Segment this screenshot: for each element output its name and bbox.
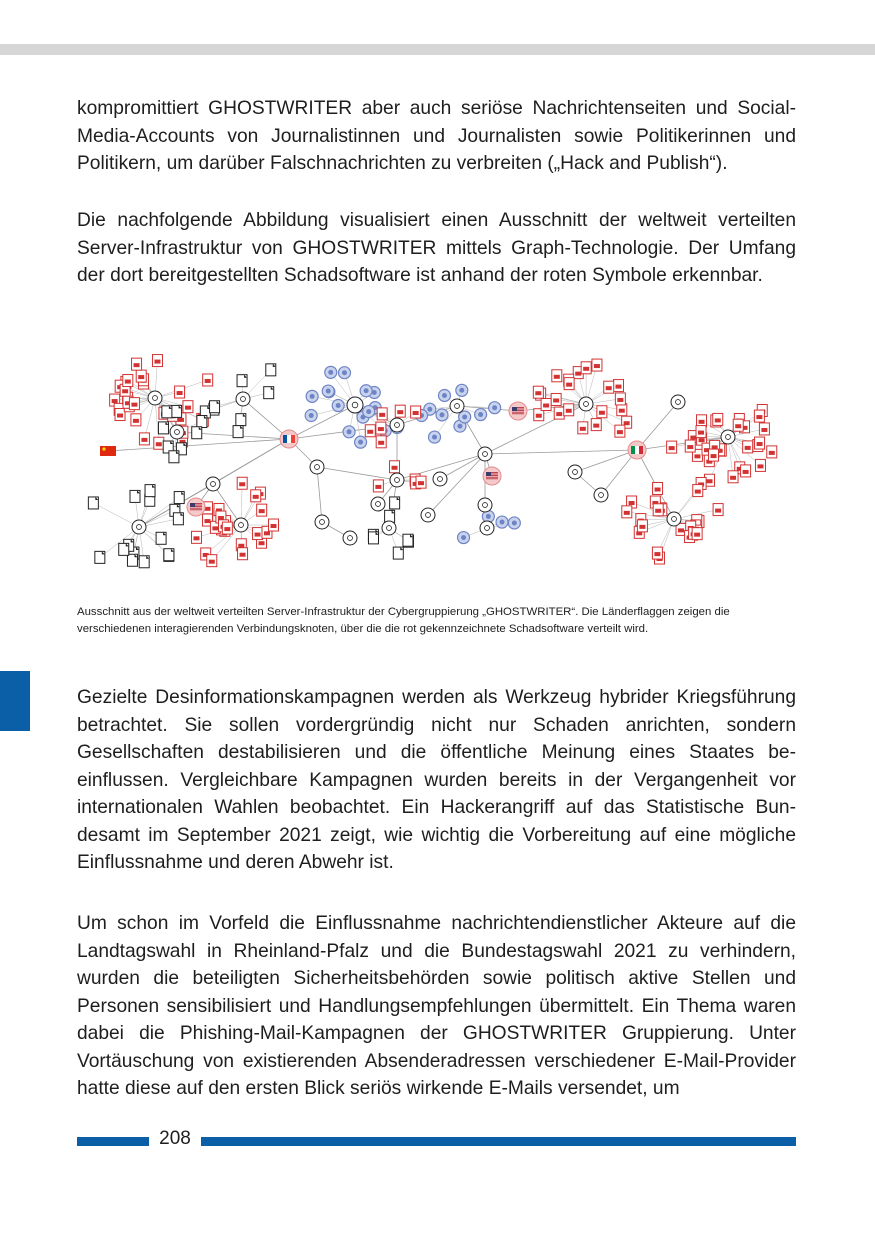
graph-leaf-node: [127, 554, 137, 566]
flag-usa: [509, 402, 527, 420]
graph-leaf-node: [436, 409, 448, 421]
server-node: [382, 521, 396, 535]
graph-leaf-node: [709, 449, 719, 461]
graph-leaf-node: [564, 404, 574, 416]
graph-leaf-node: [456, 384, 468, 396]
graph-leaf-node: [496, 516, 508, 528]
graph-leaf-node: [237, 477, 247, 489]
graph-leaf-node: [429, 431, 441, 443]
server-node: [671, 395, 685, 409]
graph-leaf-node: [269, 519, 279, 531]
graph-leaf-node: [360, 385, 372, 397]
server-node: [594, 488, 608, 502]
graph-leaf-node: [615, 425, 625, 437]
graph-leaf-node: [145, 485, 155, 497]
graph-leaf-node: [88, 497, 98, 509]
graph-leaf-node: [552, 370, 562, 382]
graph-leaf-node: [541, 399, 551, 411]
paragraph-3: Gezielte Desinformationskampagnen werden als Werkzeug hybrider Kriegsführung betrachtet. Sie sollen vordergründig nicht nur Schaden anrichten, sondern Gesellschaften destabilisieren und die öffentliche Meinung eines Staates beeinflussen. Vergleichbare Kampagnen wurden bereits in der Vergangenheit vor internationalen Wahlen beobachtet. Ein Hackerangriff auf das Statistische Bundesamt im September 2021 zeigt, wie wichtig die Vorbereitung auf eine mögliche Einflussnahme und deren Abwehr ist.: [77, 687, 796, 873]
graph-leaf-node: [390, 461, 400, 473]
graph-leaf-node: [129, 398, 139, 410]
graph-leaf-node: [475, 409, 487, 421]
graph-satellite-nodes: [88, 355, 776, 568]
server-node: [390, 473, 404, 487]
graph-leaf-node: [192, 427, 202, 439]
server-node: [206, 477, 220, 491]
graph-leaf-node: [597, 406, 607, 418]
graph-leaf-node: [363, 406, 375, 418]
graph-leaf-node: [613, 380, 623, 392]
graph-leaf-node: [754, 410, 764, 422]
graph-leaf-node: [169, 451, 179, 463]
graph-leaf-node: [183, 401, 193, 413]
graph-leaf-node: [637, 520, 647, 532]
graph-leaf-node: [156, 532, 166, 544]
graph-leaf-node: [693, 485, 703, 497]
graph-leaf-node: [692, 528, 702, 540]
flag-usa: [187, 498, 205, 516]
graph-leaf-node: [395, 405, 405, 417]
server-node: [310, 460, 324, 474]
flag-france: [280, 430, 298, 448]
graph-leaf-node: [154, 437, 164, 449]
graph-leaf-node: [306, 390, 318, 402]
graph-leaf-node: [767, 446, 777, 458]
graph-leaf-node: [368, 532, 378, 544]
graph-leaf-node: [130, 490, 140, 502]
graph-leaf-node: [667, 441, 677, 453]
graph-leaf-node: [162, 406, 172, 418]
graph-leaf-node: [713, 504, 723, 516]
graph-leaf-node: [95, 551, 105, 563]
graph-leaf-node: [508, 517, 520, 529]
graph-leaf-node: [416, 476, 426, 488]
graph-leaf-node: [174, 492, 184, 504]
graph-leaf-node: [123, 375, 133, 387]
paragraph-1: kompromittiert GHOSTWRITER aber auch seriöse Nachrichtenseiten und Social-Media-Accounts von Journalistinnen und Journalisten sowie Politikerinnen und Politikern, um darüber Falschnachrichten zu verbreiten („Hack and Publish“).: [77, 98, 796, 174]
flag-italy: [628, 441, 646, 459]
graph-leaf-node: [175, 386, 185, 398]
graph-leaf-node: [191, 531, 201, 543]
server-node: [450, 399, 464, 413]
graph-leaf-node: [581, 362, 591, 374]
server-node: [148, 391, 162, 405]
graph-leaf-node: [403, 534, 413, 546]
graph-leaf-node: [697, 415, 707, 427]
graph-leaf-node: [355, 436, 367, 448]
graph-leaf-node: [713, 413, 723, 425]
graph-leaf-node: [592, 359, 602, 371]
graph-leaf-node: [197, 416, 207, 428]
graph-leaf-node: [115, 409, 125, 421]
graph-leaf-node: [131, 414, 141, 426]
paragraph-4: Um schon im Vorfeld die Einflussnahme nachrichtendienstlicher Akteure auf die Landtagswahl in Rheinland-Pfalz und die Bundestagswahl 2021 zu verhindern, wurden die beteiligten Sicherheitsbehörden sowie politisch aktive Stellen und Personen sensibilisiert und Handlungsempfehlungen übermittelt. Ein Thema waren dabei die Phishing-Mail-Kampagnen der GHOSTWRITER Gruppierung. Unter Vortäuschung von existierenden Absenderadressen verschiedener E-Mail-Provider hatte diese auf den ersten Blick seriös wirkende E-Mails versendet, um: [77, 913, 796, 1099]
server-node: [721, 430, 735, 444]
graph-edge: [108, 439, 289, 451]
footer-bar-left: [77, 1137, 149, 1146]
graph-leaf-node: [325, 366, 337, 378]
graph-edge: [317, 467, 397, 480]
graph-leaf-node: [158, 422, 168, 434]
graph-edge: [317, 467, 322, 522]
graph-leaf-node: [615, 393, 625, 405]
graph-leaf-node: [338, 367, 350, 379]
graph-edge: [440, 454, 485, 479]
graph-leaf-node: [251, 490, 261, 502]
graph-leaf-node: [222, 522, 232, 534]
graph-leaf-node: [554, 407, 564, 419]
graph-leaf-node: [653, 504, 663, 516]
graph-leaf-node: [653, 483, 663, 495]
paragraph-2: Die nachfolgende Abbildung visualisiert einen Ausschnitt der weltweit verteilten Server-Infrastruktur von GHOSTWRITER mittels Graph-Technologie. Der Umfang der dort bereitgestellten Schadsoftware ist anhand der roten Symbole erkennbar.: [77, 210, 796, 286]
graph-leaf-node: [741, 465, 751, 477]
graph-leaf-node: [164, 549, 174, 561]
graph-leaf-node: [173, 513, 183, 525]
graph-leaf-node: [377, 408, 387, 420]
server-node: [371, 497, 385, 511]
graph-leaf-node: [591, 419, 601, 431]
server-node: [568, 465, 582, 479]
graph-leaf-node: [438, 389, 450, 401]
server-node: [478, 498, 492, 512]
flag-china: [100, 446, 116, 456]
graph-leaf-node: [266, 364, 276, 376]
server-node: [170, 425, 184, 439]
server-node: [347, 397, 363, 413]
graph-leaf-node: [373, 480, 383, 492]
page-number: 208: [159, 1128, 191, 1149]
graph-leaf-node: [253, 528, 263, 540]
server-node: [433, 472, 447, 486]
graph-leaf-node: [685, 440, 695, 452]
server-node: [480, 521, 494, 535]
graph-leaf-node: [365, 425, 375, 437]
graph-leaf-node: [119, 543, 129, 555]
graph-leaf-node: [139, 433, 149, 445]
graph-leaf-node: [203, 374, 213, 386]
graph-leaf-node: [743, 441, 753, 453]
graph-leaf-node: [696, 426, 706, 438]
graph-leaf-node: [622, 506, 632, 518]
graph-leaf-node: [376, 422, 386, 434]
graph-leaf-node: [733, 419, 743, 431]
graph-edge: [485, 450, 637, 454]
graph-leaf-node: [136, 370, 146, 382]
graph-leaf-node: [332, 400, 344, 412]
graph-leaf-node: [172, 405, 182, 417]
server-node: [236, 392, 250, 406]
server-node: [315, 515, 329, 529]
graph-leaf-node: [343, 426, 355, 438]
server-infrastructure-graph: [77, 335, 796, 597]
graph-leaf-node: [533, 386, 543, 398]
graph-leaf-node: [264, 387, 274, 399]
graph-leaf-node: [489, 402, 501, 414]
graph-leaf-node: [238, 548, 248, 560]
graph-leaf-node: [564, 378, 574, 390]
graph-leaf-node: [210, 401, 220, 413]
graph-leaf-node: [390, 497, 400, 509]
footer-bar-right: [201, 1137, 796, 1146]
graph-leaf-node: [578, 422, 588, 434]
graph-leaf-node: [459, 411, 471, 423]
server-node: [478, 447, 492, 461]
graph-leaf-node: [236, 414, 246, 426]
server-node: [343, 531, 357, 545]
server-node: [234, 518, 248, 532]
top-rule: [0, 44, 875, 55]
graph-leaf-node: [237, 375, 247, 387]
server-node: [390, 418, 404, 432]
graph-leaf-node: [458, 532, 470, 544]
figure-caption: Ausschnitt aus der weltweit verteilten Server-Infrastruktur der Cybergruppierung „GHOSTWRITER“. Die Länderflaggen zeigen die verschiedenen interagierenden Verbindungsknoten, über die die rot gekennzeichnete Schadsoftware verteilt wird.: [77, 606, 730, 635]
graph-leaf-node: [551, 393, 561, 405]
graph-leaf-node: [132, 358, 142, 370]
server-node: [579, 397, 593, 411]
graph-leaf-node: [233, 426, 243, 438]
server-node: [667, 512, 681, 526]
graph-leaf-node: [393, 547, 403, 559]
graph-leaf-node: [759, 423, 769, 435]
server-node: [132, 520, 146, 534]
graph-leaf-node: [728, 471, 738, 483]
flag-usa: [483, 467, 501, 485]
graph-leaf-node: [755, 437, 765, 449]
graph-leaf-node: [755, 459, 765, 471]
graph-leaf-node: [376, 436, 386, 448]
graph-leaf-node: [139, 556, 149, 568]
graph-leaf-node: [604, 381, 614, 393]
graph-leaf-node: [322, 385, 334, 397]
server-node: [421, 508, 435, 522]
graph-leaf-node: [305, 410, 317, 422]
graph-leaf-node: [207, 555, 217, 567]
graph-leaf-node: [152, 355, 162, 367]
graph-leaf-node: [652, 547, 662, 559]
graph-leaf-node: [411, 406, 421, 418]
graph-leaf-node: [617, 404, 627, 416]
chapter-marker: [0, 671, 30, 731]
graph-leaf-node: [257, 504, 267, 516]
